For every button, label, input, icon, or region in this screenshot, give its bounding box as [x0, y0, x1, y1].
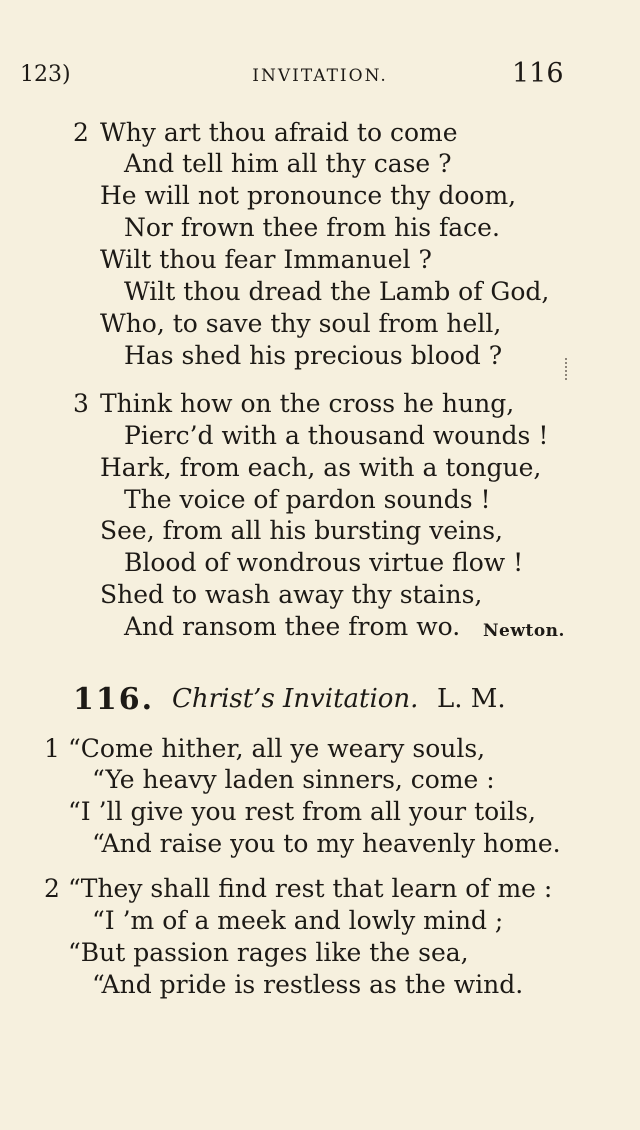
author-attribution: Newton.: [483, 621, 565, 641]
verse-line: Nor frown thee from his face.: [124, 213, 500, 242]
verse-line: “But passion rages like the sea,: [68, 938, 469, 967]
stanza-number: 2: [44, 874, 60, 903]
verse-line: Shed to wash away thy stains,: [100, 580, 483, 609]
page-number: 116: [512, 58, 564, 89]
verse-line: Pierc’d with a thousand wounds !: [124, 421, 549, 450]
stanza-number: 1: [44, 734, 60, 763]
hymn-number: 116.: [73, 682, 155, 717]
verse-line: Blood of wondrous virtue flow !: [124, 548, 524, 577]
verse-line: “I ’m of a meek and lowly mind ;: [92, 906, 504, 935]
verse-line: Wilt thou dread the Lamb of God,: [124, 277, 550, 306]
hymn-meter: L. M.: [437, 684, 506, 714]
verse-line: Who, to save thy soul from hell,: [100, 309, 502, 338]
stanza-number: 2: [73, 118, 89, 147]
verse-line: Why art thou afraid to come: [100, 118, 458, 147]
verse-line: “They shall find rest that learn of me :: [68, 874, 553, 903]
verse-line: Think how on the cross he hung,: [100, 389, 515, 418]
verse-line: “And raise you to my heavenly home.: [92, 829, 561, 858]
verse-line: Has shed his precious blood ?: [124, 341, 503, 370]
previous-hymn-reference: 123): [20, 62, 71, 87]
verse-line: “And pride is restless as the wind.: [92, 970, 524, 999]
verse-line: Wilt thou fear Immanuel ?: [100, 245, 432, 274]
running-title: INVITATION.: [252, 66, 388, 86]
verse-line: Hark, from each, as with a tongue,: [100, 453, 542, 482]
verse-line: “Come hither, all ye weary souls,: [68, 734, 486, 763]
hymn-title: Christ’s Invitation.: [172, 684, 419, 714]
verse-line: He will not pronounce thy doom,: [100, 181, 517, 210]
verse-line: And ransom thee from wo.: [124, 612, 461, 641]
verse-line: The voice of pardon sounds !: [124, 485, 491, 514]
verse-line: “I ’ll give you rest from all your toils,: [68, 797, 536, 826]
verse-line: “Ye heavy laden sinners, come :: [92, 765, 495, 794]
margin-mark: [563, 358, 569, 380]
stanza-number: 3: [73, 389, 89, 418]
verse-line: See, from all his bursting veins,: [100, 516, 504, 545]
verse-line: And tell him all thy case ?: [124, 149, 452, 178]
